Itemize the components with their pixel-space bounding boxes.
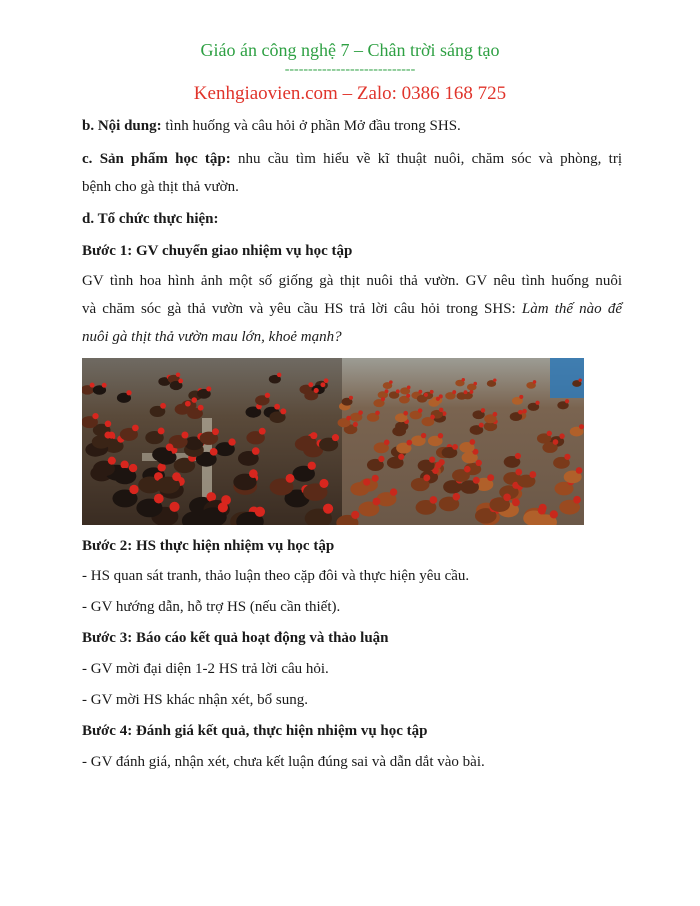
step1-question [82, 329, 622, 346]
header-site: Kenhgiaovien.com – Zalo: 0386 168 725 [193, 83, 507, 104]
step1-paragraph-text: và chăm sóc gà thả vườn và yêu cầu HS trả lời câu hỏi trong SHS: [82, 301, 522, 317]
step2-title [82, 538, 622, 555]
step4-title [82, 723, 622, 740]
step1-question-start: Làm thế nào để [521, 301, 622, 317]
section-b-text: tình huống và câu hỏi ở phần Mở đầu trong SHS. [161, 118, 461, 134]
header-divider: ---------------------------- [284, 62, 416, 77]
step2-item-2: - GV hướng dẫn, hỗ trợ HS (nếu cần thiết). [82, 599, 341, 615]
step1-paragraph-line2 [82, 301, 622, 318]
chicken-photos-illustration [82, 358, 584, 525]
step4-title-text: Bước 4: Đánh giá kết quả, thực hiện nhiệm vụ học tập [82, 723, 428, 739]
section-d-label: d. Tổ chức thực hiện: [82, 211, 219, 227]
step1-title-text: Bước 1: GV chuyển giao nhiệm vụ học tập [82, 243, 353, 259]
section-b [82, 118, 622, 135]
step1-paragraph-line1: GV tình hoa hình ảnh một số giống gà thịt nuôi thả vườn. GV nêu tình huống nuôi [82, 273, 622, 289]
header-title: Giáo án công nghệ 7 – Chân trời sáng tạo [200, 40, 500, 60]
step3-title [82, 630, 622, 647]
step3-item-2: - GV mời HS khác nhận xét, bổ sung. [82, 692, 308, 708]
section-c [82, 151, 622, 168]
section-c-text: nhu cầu tìm hiểu về kĩ thuật nuôi, chăm sóc và phòng, trị [230, 151, 622, 167]
section-b-label: b. Nội dung: [82, 118, 162, 134]
section-d [82, 211, 622, 228]
step2-title-text: Bước 2: HS thực hiện nhiệm vụ học tập [82, 538, 335, 554]
section-c-cont: bệnh cho gà thịt thả vườn. [82, 179, 239, 195]
step3-item-1: - GV mời đại diện 1-2 HS trả lời câu hỏi. [82, 661, 329, 677]
step2-item-1: - HS quan sát tranh, thảo luận theo cặp đôi và thực hiện yêu cầu. [82, 568, 470, 584]
step4-item-1: - GV đánh giá, nhận xét, chưa kết luận đúng sai và dẫn dắt vào bài. [82, 754, 485, 770]
section-c-label: c. Sản phẩm học tập: [82, 151, 231, 167]
step1-title [82, 243, 622, 260]
chicken-photos [82, 358, 584, 525]
step3-title-text: Bước 3: Báo cáo kết quả hoạt động và thảo luận [82, 630, 389, 646]
step1-question-text: nuôi gà thịt thả vườn mau lớn, khoẻ mạnh? [82, 329, 342, 345]
